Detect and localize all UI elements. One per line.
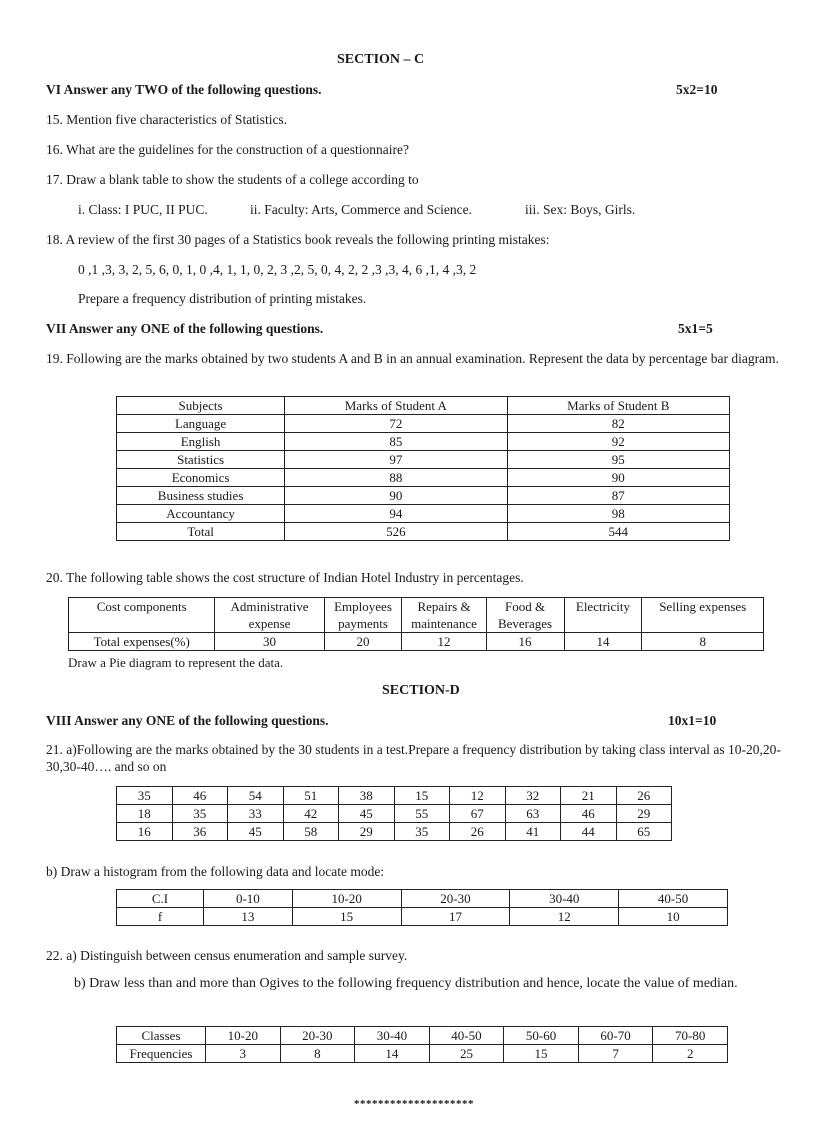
header-cell: 20-30 [401,890,510,908]
table-cell: 54 [228,787,284,805]
table-cell: 36 [172,823,228,841]
header-cell: Cost components [69,598,215,633]
part-vii-heading: VII Answer any ONE of the following questions. [46,321,324,336]
part-vi-marks: 5x2=10 [676,82,718,97]
question-17: 17. Draw a blank table to show the students of a college according to [46,172,419,187]
table-cell: 58 [283,823,339,841]
table-cell: 3 [206,1045,281,1063]
table-cell: 35 [117,787,173,805]
question-20: 20. The following table shows the cost structure of Indian Hotel Industry in percentages. [46,570,524,585]
table-cell: 55 [394,805,450,823]
header-cell: C.I [117,890,204,908]
table-row [117,805,672,823]
header-cell: 30-40 [355,1027,430,1045]
table-row [117,415,730,433]
table-row [117,908,728,926]
table-cell: 90 [285,487,507,505]
table-cell: Business studies [117,487,285,505]
table-cell: 10 [619,908,728,926]
table-cell: 14 [355,1045,430,1063]
part-vi-heading: VI Answer any TWO of the following questions. [46,82,322,97]
header-cell: Subjects [117,397,285,415]
table-cell: 82 [507,415,729,433]
table-row [117,505,730,523]
table-row-total [117,523,730,541]
table-header-row [69,598,764,633]
header-cell: 60-70 [578,1027,653,1045]
table-row [117,451,730,469]
table-cell: 12 [510,908,619,926]
table-cell: 526 [285,523,507,541]
table-cell: 12 [450,787,506,805]
table-cell: 32 [505,787,561,805]
table-cell: 72 [285,415,507,433]
table-cell: 25 [429,1045,504,1063]
question-18: 18. A review of the first 30 pages of a Statistics book reveals the following printing mistakes: [46,232,550,247]
part-viii-marks: 10x1=10 [668,713,717,728]
table-cell: 92 [507,433,729,451]
table-cell: 95 [507,451,729,469]
header-cell: 30-40 [510,890,619,908]
question-17-option-3: iii. Sex: Boys, Girls. [525,202,636,217]
table-cell: 46 [172,787,228,805]
header-cell: 20-30 [280,1027,355,1045]
table-cell: 98 [507,505,729,523]
table-cell: 15 [504,1045,579,1063]
table-cell: 26 [450,823,506,841]
table-cell: 20 [324,633,402,651]
table-cell: 2 [653,1045,728,1063]
table-cell: 21 [561,787,617,805]
table-cell: 544 [507,523,729,541]
table-cell: 45 [339,805,395,823]
table-cell: 38 [339,787,395,805]
table-cell: Economics [117,469,285,487]
header-cell: 70-80 [653,1027,728,1045]
table-row [117,787,672,805]
table-cell: 94 [285,505,507,523]
question-22a: 22. a) Distinguish between census enumeration and sample survey. [46,948,408,963]
table-cell: 13 [204,908,293,926]
table-cell: 15 [292,908,401,926]
table-cell: 26 [616,787,672,805]
table-cell: 15 [394,787,450,805]
table-cell: 41 [505,823,561,841]
table-cell: 51 [283,787,339,805]
question-15: 15. Mention five characteristics of Statistics. [46,112,288,127]
table-row [117,469,730,487]
table-cell: 8 [280,1045,355,1063]
table-cell: 85 [285,433,507,451]
table-cell: 14 [564,633,642,651]
table-row [69,633,764,651]
table-cell: English [117,433,285,451]
header-cell: Repairs & maintenance [402,598,486,633]
table-cell: 12 [402,633,486,651]
header-cell: Food & Beverages [486,598,564,633]
table-row [117,433,730,451]
table-header-row [117,397,730,415]
table-cell: 42 [283,805,339,823]
header-cell: Employees payments [324,598,402,633]
table-cell: 17 [401,908,510,926]
table-cell: 67 [450,805,506,823]
header-cell: Marks of Student A [285,397,507,415]
question-22b: b) Draw less than and more than Ogives to the following frequency distribution and hence, locate the value of median. [74,976,738,991]
question-18-task: Prepare a frequency distribution of printing mistakes. [78,291,367,306]
table-cell: 18 [117,805,173,823]
part-vii-marks: 5x1=5 [678,321,713,336]
header-cell: Selling expenses [642,598,764,633]
question-20-task: Draw a Pie diagram to represent the data. [68,655,284,670]
table-cell: 16 [486,633,564,651]
table-cell: 97 [285,451,507,469]
table-cell: 44 [561,823,617,841]
question-19: 19. Following are the marks obtained by two students A and B in an annual examination. Represent the data by percentage bar diagram. [46,351,779,366]
table-cell: 65 [616,823,672,841]
header-cell: 50-60 [504,1027,579,1045]
table-cell: Total expenses(%) [69,633,215,651]
table-row [117,823,672,841]
question-21a: 21. a)Following are the marks obtained by the 30 students in a test.Prepare a frequency distribution by taking class interval as 10-20,20-30,30-40…. and so on [46,742,781,774]
part-viii-heading: VIII Answer any ONE of the following questions. [46,713,329,728]
histogram-data-table [116,889,728,926]
table-cell: 63 [505,805,561,823]
table-cell: 7 [578,1045,653,1063]
cost-structure-table [68,597,764,651]
header-cell: Classes [117,1027,206,1045]
header-cell: 10-20 [292,890,401,908]
header-cell: 10-20 [206,1027,281,1045]
table-cell: Statistics [117,451,285,469]
section-c-title: SECTION – C [337,52,425,67]
table-header-row [117,1027,728,1045]
section-d-title: SECTION-D [382,683,460,698]
question-18-data: 0 ,1 ,3, 3, 2, 5, 6, 0, 1, 0 ,4, 1, 1, 0, 2, 3 ,2, 5, 0, 4, 2, 2 ,3 ,3, 4, 6 ,1, 4 ,3, 2 [78,262,477,277]
table-row [117,487,730,505]
table-cell: 30 [215,633,324,651]
table-row [117,1045,728,1063]
table-cell: 46 [561,805,617,823]
table-cell: 16 [117,823,173,841]
table-cell: 29 [339,823,395,841]
table-cell: 8 [642,633,764,651]
student-marks-raw-table [116,786,672,841]
table-header-row [117,890,728,908]
question-21b: b) Draw a histogram from the following data and locate mode: [46,864,385,879]
header-cell: Marks of Student B [507,397,729,415]
header-cell: Administrative expense [215,598,324,633]
end-of-paper-marker: ******************** [354,1098,474,1110]
table-cell: Language [117,415,285,433]
table-cell: Accountancy [117,505,285,523]
table-cell: 90 [507,469,729,487]
question-16: 16. What are the guidelines for the construction of a questionnaire? [46,142,410,157]
table-cell: 45 [228,823,284,841]
student-marks-table [116,396,730,541]
question-17-option-2: ii. Faculty: Arts, Commerce and Science. [250,202,472,217]
table-cell: 87 [507,487,729,505]
table-cell: Total [117,523,285,541]
table-cell: Frequencies [117,1045,206,1063]
table-cell: 33 [228,805,284,823]
ogive-data-table [116,1026,728,1063]
table-cell: 35 [394,823,450,841]
table-cell: f [117,908,204,926]
table-cell: 35 [172,805,228,823]
table-cell: 29 [616,805,672,823]
table-cell: 88 [285,469,507,487]
header-cell: Electricity [564,598,642,633]
header-cell: 40-50 [429,1027,504,1045]
question-17-option-1: i. Class: I PUC, II PUC. [78,202,208,217]
header-cell: 0-10 [204,890,293,908]
header-cell: 40-50 [619,890,728,908]
